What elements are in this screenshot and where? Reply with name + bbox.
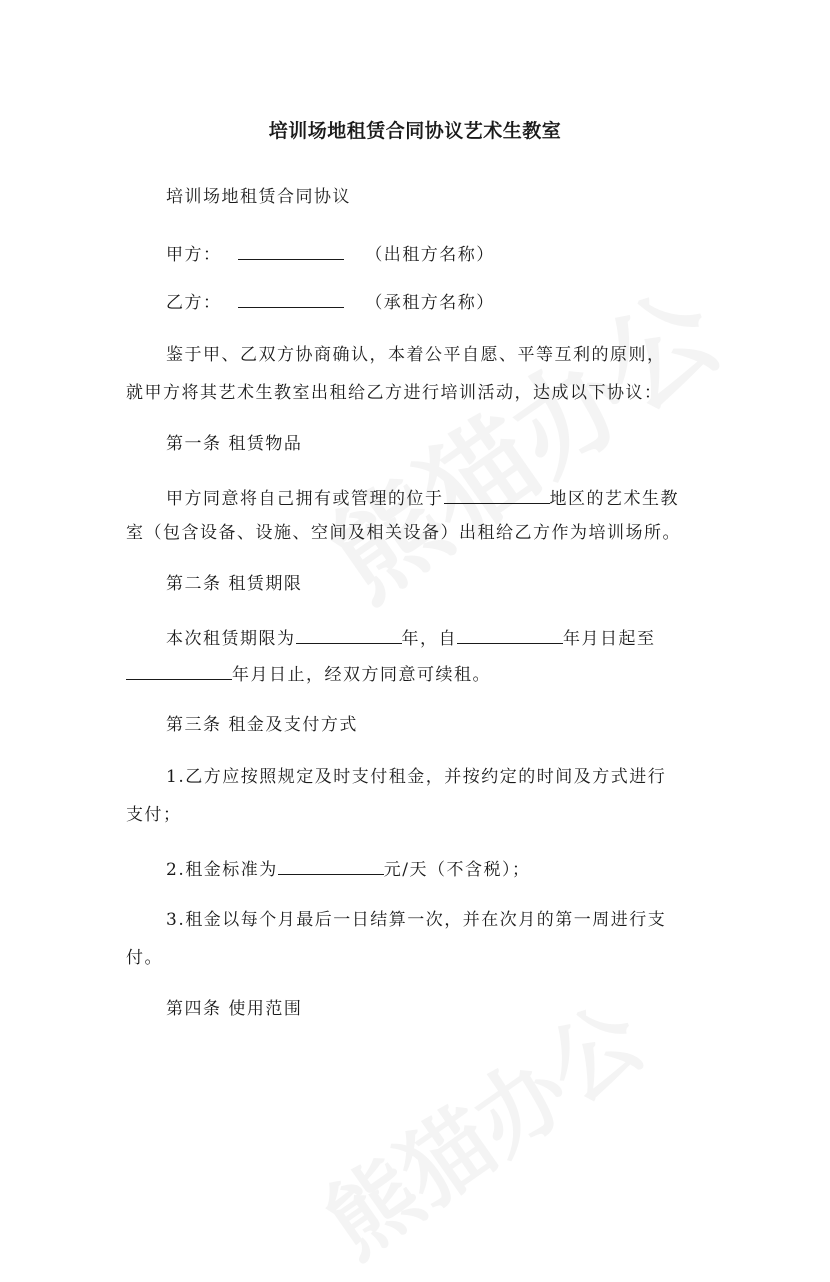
article3-heading: 第三条 租金及支付方式 — [166, 715, 358, 735]
start-date-blank[interactable] — [457, 625, 563, 644]
article1-text-a: 甲方同意将自己拥有或管理的位于 — [166, 489, 444, 509]
article1-heading: 第一条 租赁物品 — [166, 434, 303, 454]
rent-amount-blank[interactable] — [278, 856, 384, 875]
article2-text-c: 年月日起至 — [563, 629, 656, 649]
article2-line-1 — [166, 625, 656, 651]
party-b-label: 乙方： — [166, 293, 222, 313]
article1-text-b: 地区的艺术生教 — [549, 489, 679, 509]
article3-item2 — [166, 856, 530, 882]
watermark — [295, 969, 664, 1282]
party-b-note: （承租方名称） — [365, 293, 495, 313]
end-date-blank[interactable] — [126, 661, 232, 680]
preamble-line-2: 就甲方将其艺术生教室出租给乙方进行培训活动，达成以下协议： — [126, 383, 663, 403]
document-title: 培训场地租赁合同协议艺术生教室 — [268, 120, 562, 142]
article2-text-d: 年月日止，经双方同意可续租。 — [232, 665, 491, 685]
preamble-line-1: 鉴于甲、乙双方协商确认，本着公平自愿、平等互利的原则， — [166, 345, 666, 365]
article3-item2-text-b: 元/天（不含税）； — [383, 860, 531, 880]
article1-line-1 — [166, 485, 679, 511]
article2-text-b: 年，自 — [401, 629, 457, 649]
party-a-note: （出租方名称） — [365, 245, 495, 265]
article3-item1-line-1: 1.乙方应按照规定及时支付租金，并按约定的时间及方式进行 — [166, 767, 667, 787]
party-b-line — [166, 289, 495, 315]
article2-line-2 — [126, 661, 491, 687]
article3-item3-line-1: 3.租金以每个月最后一日结算一次，并在次月的第一周进行支 — [166, 910, 667, 930]
party-b-blank[interactable] — [238, 289, 344, 308]
article3-item2-text-a: 2.租金标准为 — [166, 860, 278, 880]
term-years-blank[interactable] — [296, 625, 402, 644]
article2-text-a: 本次租赁期限为 — [166, 629, 296, 649]
article3-item3-line-2: 付。 — [126, 948, 163, 968]
article1-line-2: 室（包含设备、设施、空间及相关设备）出租给乙方作为培训场所。 — [126, 523, 681, 543]
party-a-label: 甲方： — [166, 245, 222, 265]
party-a-line — [166, 241, 495, 267]
article4-heading: 第四条 使用范围 — [166, 999, 303, 1019]
location-blank[interactable] — [444, 485, 550, 504]
document-subtitle: 培训场地租赁合同协议 — [166, 187, 351, 207]
article2-heading: 第二条 租赁期限 — [166, 574, 303, 594]
article3-item1-line-2: 支付； — [126, 805, 182, 825]
party-a-blank[interactable] — [238, 241, 344, 260]
